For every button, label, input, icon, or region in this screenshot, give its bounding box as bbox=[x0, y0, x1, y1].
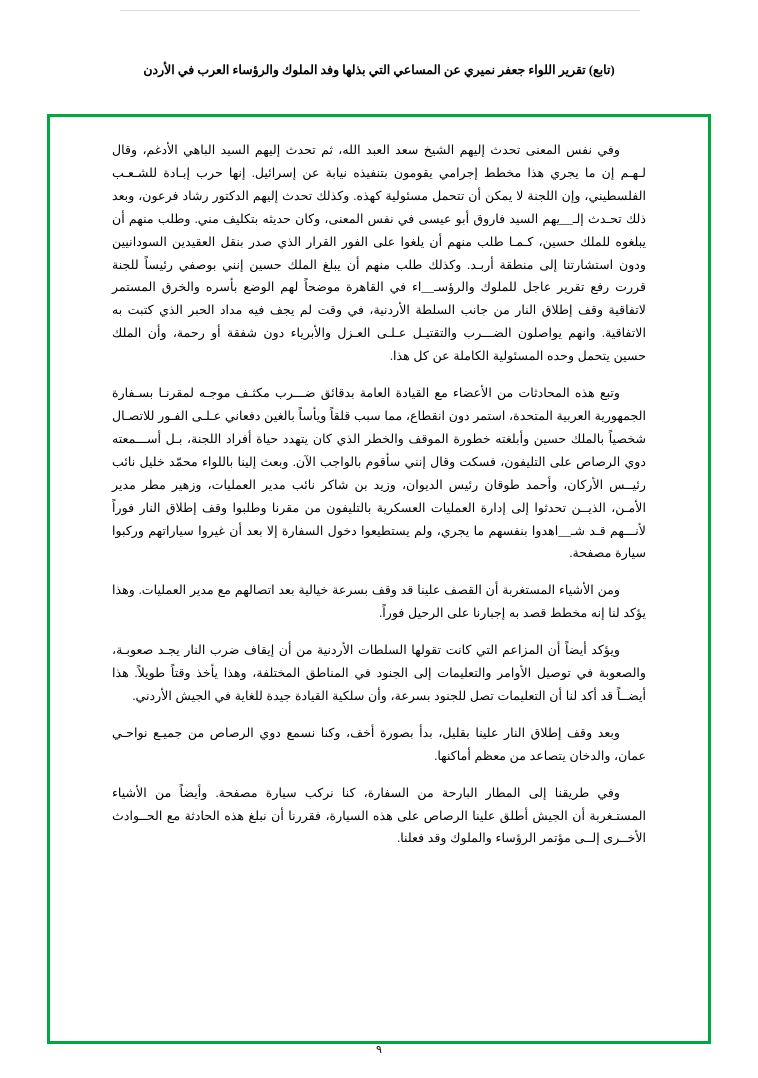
paragraph: ويؤكد أيضاً أن المزاعم التي كانت تقولها السلطات الأردنية من أن إيقاف ضرب النار يجـد صعوبـة، والصعوبة في توصيل الأوامر والتعليمات إلى الجنود في المناطق المختلفة، وهذا يأخذ وقتاً طويلاً. هذا أيضــاً قد أكد لنا أن التعليمات تصل للجنود بسرعة، وأن سلكية القيادة جيدة للغاية في الجيش الأردني. bbox=[112, 643, 646, 703]
paragraph: ومن الأشياء المستغربة أن القصف علينا قد وقف بسرعة خيالية بعد اتصالهم مع مدير العمليات. وهذا يؤكد لنا إنه مخطط قصد به إجبارنا على الرحيل فوراً. bbox=[112, 583, 646, 621]
content-frame bbox=[47, 114, 711, 1044]
top-divider bbox=[120, 10, 640, 11]
paragraph: وتبع هذه المحادثات من الأعضاء مع القيادة العامة بدقائق ضـــرب مكثـف موجـه لمقرنـا بسـفارة الجمهورية العربية المتحدة، استمر دون انقطاع، مما سبب قلقاً ويأساً بالغين دفعاني عـلـى الفـور للاتصـال شخصياً بالملك حسين وأبلغته خطورة الموقف والخطر الذي كان يتهدد حياة أفراد اللجنة، بـل أســـمعته دوي الرصاص على التليفون، فسكت وقال إنني سأقوم بالواجب الآن. وبعث إلينا باللواء محمّد خليل نائب رئيــس الأركان، وأحمد طوقان رئيس الديوان، وزيد بن شاكر نائب مدير العمليات، وزهير مطر مدير الأمـن، الذيــن تحدثوا إلى إدارة العمليات العسكرية بالتليفون من مقرنا وطلبوا وقف إطلاق النار فوراً لأنـــهم قـد شـ__اهدوا بنفسهم ما يجري، ولم يستطيعوا دخول السفارة إلا بعد أن غيروا سياراتهم وركبوا سيارة مصفحة. bbox=[112, 386, 646, 561]
page-header: (تابع) تقرير اللواء جعفر نميري عن المساعي التي بذلها وفد الملوك والرؤساء العرب في الأردن bbox=[143, 63, 615, 77]
body-text bbox=[112, 139, 646, 850]
paragraph: وفي نفس المعنى تحدث إليهم الشيخ سعد العبد الله، ثم تحدث إليهم السيد الباهي الأدغم، وقال لـهـم إن ما يجري هذا مخطط إجرامي يقومون بتنفيذه نيابة عن إسرائيل. إنها حرب إبـادة للشـعـب الفلسطيني، وإن اللجنة لا يمكن أن تتحمل مسئولية كهذه. وكذلك تحدث إليهم الدكتور رشاد فرعون، وبعد ذلك تحـدث إلـ__يهم السيد فاروق أبو عيسى في نفس المعنى، وكان حديثه بتكليف مني. وطلب منهم أن يبلغوه للملك حسين، كـمـا طلب منهم أن يلغوا على الفور القرار الذي صدر بنقل العقيدين السودانيين ودون استشارتنا إلى منطقة أربـد. وكذلك طلب منهم أن يبلغ الملك حسين إنني بوصفي رئيساً للجنة قررت رفع تقرير عاجل للملوك والرؤسـ__اء في القاهرة موضحاً لهم الوضع بأسره والخرق المستمر لاتفاقية وقف إطلاق النار من جانب السلطة الأردنية، في وقت لم يجف فيه مداد الحبر الذي كتبت به الاتفاقية. وانهم يواصلون الضـــرب والتقتيـل عـلـى العـزل والأبرياء دون شفقة أو رحمة، وأن الملك حسين يتحمل وحده المسئولية الكاملة عن كل هذا. bbox=[112, 143, 646, 364]
page-number: ٩ bbox=[376, 1044, 382, 1056]
paragraph: وبعد وقف إطلاق النار علينا بقليل، بدأ بصورة أخف، وكنا نسمع دوي الرصاص من جميـع نواحـي عمان، والدخان يتصاعد من معظم أماكنها. bbox=[112, 725, 646, 763]
paragraph: وفي طريقنا إلى المطار البارحة من السفارة، كنا نركب سيارة مصفحة. وأيضاً من الأشياء المستـغربة أن الجيش أطلق علينا الرصاص على هذه السيارة، فقررنا أن نبلغ هذه الحادثة مع الحــوادث الأخــرى إلــى مؤتمر الرؤساء والملوك وقد فعلنا. bbox=[112, 785, 646, 846]
